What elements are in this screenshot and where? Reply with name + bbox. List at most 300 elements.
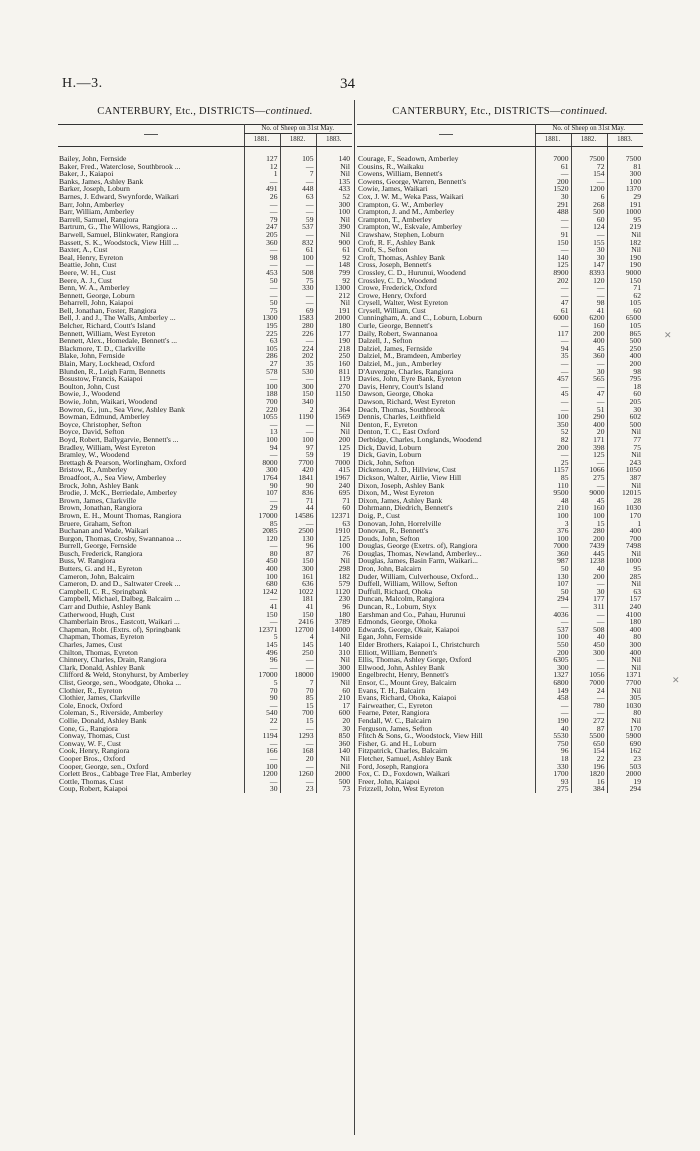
table-row [357,322,643,330]
sheep-1881-cell: 50 [535,588,571,596]
sheep-1883-cell: Nil [607,482,643,490]
table-row [58,292,352,300]
table-row [58,178,352,186]
sheep-1881-cell: — [535,292,571,300]
sheep-1882-cell: 147 [571,261,607,269]
owner-name-cell: Duder, William, Culverhouse, Oxford... [358,572,479,581]
sheep-1881-cell: 90 [244,482,280,490]
sheep-1881-cell: 286 [244,352,280,360]
sheep-1881-cell: — [244,421,280,429]
sheep-1883-cell: 300 [607,641,643,649]
sheep-1882-cell: 15 [571,520,607,528]
sheep-1883-cell: 602 [607,413,643,421]
sheep-1882-cell: 280 [571,527,607,535]
sheep-1882-cell: — [280,375,316,383]
owner-name-cell: Cole, Enock, Oxford [59,701,123,710]
owner-name-cell: Bassett, S. K., Woodstock, View Hill ... [59,238,179,247]
year-header-1883: 1883. [316,134,352,147]
sheep-1882-cell: — [571,178,607,186]
sheep-1881-cell: 700 [244,398,280,406]
left-column-title [58,106,352,122]
sheep-1882-cell: 155 [571,239,607,247]
sheep-1881-cell: — [244,246,280,254]
sheep-1883-cell: Nil [316,216,352,224]
table-row [58,573,352,581]
sheep-1881-cell: 491 [244,185,280,193]
sheep-1883-cell: Nil [316,299,352,307]
owner-name-cell: Blackmore, T. D., Clarkville [59,344,146,353]
sheep-1882-cell: 202 [280,352,316,360]
sheep-1883-cell: 690 [607,740,643,748]
owner-name-cell: Elliott, William, Bennett's [358,648,437,657]
sheep-1882-cell: 508 [571,626,607,634]
owner-name-cell: Douds, John, Sefton [358,534,420,543]
sheep-1883-cell: 400 [607,649,643,657]
sheep-1881-cell: 94 [535,345,571,353]
sheep-1883-cell: 140 [316,147,352,163]
sheep-1883-cell: 795 [607,375,643,383]
owner-name-cell: Fitzpatrick, Charles, Balcairn [358,747,448,755]
sheep-1883-cell: 579 [316,580,352,588]
sheep-1882-cell: 311 [571,603,607,611]
owner-name-cell: Bramley, W., Woodend [59,451,130,459]
sheep-1883-cell: 243 [607,459,643,467]
table-row [357,520,643,528]
sheep-1882-cell: 181 [280,595,316,603]
table-row [357,277,643,285]
sheep-1882-cell: 51 [571,406,607,414]
table-row [58,763,352,771]
sheep-1883-cell: 170 [607,512,643,520]
sheep-1882-cell: 160 [571,322,607,330]
sheep-1882-cell: 448 [280,185,316,193]
column-divider [354,100,355,1135]
sheep-1883-cell: 96 [316,603,352,611]
sheep-1882-cell: 290 [571,413,607,421]
sheep-1881-cell: 680 [244,580,280,588]
owner-name-cell: Boulton, John, Cust [59,382,120,391]
sheep-1881-cell: — [244,497,280,505]
sheep-1882-cell: 400 [571,421,607,429]
table-row [357,595,643,603]
sheep-1881-cell: — [535,383,571,391]
right-title-suffix: continued. [560,106,608,117]
sheep-1882-cell: 1820 [571,770,607,778]
sheep-1883-cell: 17 [316,702,352,710]
sheep-1881-cell: 52 [535,428,571,436]
sheep-1883-cell: 140 [316,641,352,649]
right-column [357,106,643,793]
table-row [58,239,352,247]
sheep-1883-cell: 5900 [607,732,643,740]
right-sheep-table [357,124,643,793]
table-row [357,725,643,733]
sheep-1883-cell: 364 [316,406,352,414]
table-row [58,489,352,497]
sheep-1881-cell: 12371 [244,626,280,634]
owner-name-cell: Elder Brothers, Kaiapoi I., Christchurch [358,641,480,649]
sheep-1882-cell: 268 [571,201,607,209]
sheep-1883-cell: 4100 [607,611,643,619]
sheep-1883-cell: Nil [607,231,643,239]
sheep-1883-cell: 180 [607,618,643,626]
owner-name-cell: Clothier, James, Clarkville [59,694,141,702]
owner-name-cell: Courage, F., Seadown, Amberley [358,154,459,163]
table-row [357,216,643,224]
sheep-1883-cell: 210 [316,694,352,702]
sheep-1882-cell: 30 [571,368,607,376]
sheep-1882-cell: 30 [571,588,607,596]
owner-name-cell: Douglas, James, Basin Farm, Waikari... [358,557,478,566]
sheep-1882-cell: 15 [280,717,316,725]
table-row [357,611,643,619]
table-row [357,664,643,672]
table-row [58,778,352,786]
sheep-1883-cell: Nil [316,633,352,641]
sheep-1883-cell: 19 [607,778,643,786]
owner-name-cell: Douglas, George (Exetrs. of), Rangiora [358,542,478,550]
sheep-1883-cell: 182 [316,573,352,581]
sheep-1882-cell: 69 [280,307,316,315]
sheep-1883-cell: 125 [316,444,352,452]
owner-name-cell: Dixon, James, Ashley Bank [358,496,443,505]
table-row [357,451,643,459]
sheep-1881-cell: 150 [244,611,280,619]
sheep-1883-cell: 1150 [316,390,352,398]
sheep-1882-cell: — [280,337,316,345]
owner-name-cell: Clark, Donald, Ashley Bank [59,663,145,672]
sheep-1883-cell: 200 [316,436,352,444]
table-row [58,611,352,619]
sheep-1883-cell: 600 [316,709,352,717]
table-row [357,406,643,414]
sheep-1882-cell: 63 [280,193,316,201]
table-row [58,444,352,452]
sheep-1881-cell: 107 [535,580,571,588]
sheep-1883-cell: 285 [607,573,643,581]
table-row [357,261,643,269]
sheep-1881-cell: 376 [535,527,571,535]
table-row [58,193,352,201]
sheep-1882-cell: 14586 [280,512,316,520]
table-row [357,542,643,550]
owner-name-cell: Brodie, J. McK., Berriedale, Amberley [59,489,177,497]
table-row [58,352,352,360]
sheep-1883-cell: 180 [316,322,352,330]
sheep-1882-cell: — [280,421,316,429]
table-row [357,444,643,452]
sheep-1881-cell: 110 [535,482,571,490]
sheep-1883-cell: 1300 [316,284,352,292]
owner-header [58,125,244,147]
owner-name-cell: Dennis, Charles, Leithfield [358,413,441,421]
table-row [357,550,643,558]
sheep-1881-cell: — [244,740,280,748]
sheep-1881-cell: 50 [244,277,280,285]
table-row [58,626,352,634]
owner-name-cell: Croft, R. F., Ashley Bank [358,238,436,247]
sheep-1883-cell: 500 [607,337,643,345]
sheep-1881-cell: 22 [244,717,280,725]
table-row [357,178,643,186]
table-row [58,694,352,702]
table-row [58,633,352,641]
sheep-1881-cell: 247 [244,223,280,231]
table-row [357,330,643,338]
table-row [357,292,643,300]
owner-name-cell: Crysell, William, Cust [358,306,426,315]
owner-name-cell: Evans, Richard, Ohoka, Kaiapoi [358,694,457,702]
sheep-1882-cell: 150 [280,611,316,619]
owner-name-cell: Crowe, Frederick, Oxford [358,284,437,292]
sheep-1882-cell: 150 [280,390,316,398]
sheep-1882-cell: 72 [571,163,607,171]
sheep-1882-cell: — [280,292,316,300]
sheep-1883-cell: 140 [316,747,352,755]
owner-name-cell: Cross, Joseph, Bennett's [358,261,432,269]
sheep-1882-cell: 45 [571,345,607,353]
owner-name-cell: Chilton, Thomas, Eyreton [59,648,138,657]
sheep-1881-cell: 100 [244,436,280,444]
owner-name-cell: Barker, Joseph, Loburn [59,185,130,193]
sheep-1881-cell: 48 [535,497,571,505]
sheep-1882-cell: — [280,231,316,239]
owner-name-cell: Duncan, Malcolm, Rangiora [358,595,445,604]
table-row [357,717,643,725]
year-header-1883: 1883. [607,134,643,147]
sheep-1882-cell: — [571,709,607,717]
owner-name-cell: Davies, John, Eyre Bank, Eyreton [358,375,462,383]
sheep-1881-cell: 127 [244,147,280,163]
sheep-1883-cell: 80 [607,709,643,717]
owner-name-cell: Cox, J. W. M., Weka Pass, Waikari [358,192,464,201]
owner-name-cell: Conway, Thomas, Cust [59,732,130,740]
owner-name-cell: Duffull, Richard, Ohoka [358,587,433,596]
sheep-1882-cell: 20 [280,755,316,763]
sheep-1881-cell: 5 [244,679,280,687]
owner-name-cell: Dick, David, Loburn [358,443,422,452]
sheep-1881-cell: 41 [244,603,280,611]
owner-name-cell: Bennett, George, Loburn [59,291,135,300]
sheep-1881-cell: 70 [244,687,280,695]
sheep-1881-cell: 85 [535,474,571,482]
owner-name-cell: Baxter, A., Cust [59,246,108,254]
sheep-1883-cell: 7500 [607,147,643,163]
sheep-1883-cell: 1967 [316,474,352,482]
sheep-1882-cell: 30 [571,254,607,262]
table-row [58,717,352,725]
table-row [357,428,643,436]
sheep-1883-cell: Nil [316,428,352,436]
sheep-1883-cell: 1000 [607,557,643,565]
sheep-1882-cell: 420 [280,466,316,474]
sheep-1882-cell: — [280,299,316,307]
sheep-1883-cell: Nil [316,231,352,239]
owner-name-cell: Coleman, S., Riverside, Amberley [59,709,163,717]
owner-name-cell: Denton, T. C., East Oxford [358,428,440,436]
sheep-1883-cell: 400 [607,352,643,360]
table-row [357,239,643,247]
table-row [58,406,352,414]
table-row [58,595,352,603]
owner-name-cell: Fearne, Peter, Rangiora [358,709,430,717]
sheep-1882-cell: 168 [280,747,316,755]
owner-name-cell: Duncan, R., Loburn, Styx [358,603,437,611]
sheep-1882-cell: 75 [280,277,316,285]
sheep-1882-cell: 59 [280,216,316,224]
sheep-1881-cell: — [535,702,571,710]
owner-name-cell: Edmonds, George, Ohoka [358,618,437,626]
sheep-1883-cell: Nil [607,580,643,588]
owner-name-cell: Bell, Jonathan, Foster, Rangiora [59,306,157,315]
owner-name-cell: Cooper Bros., Oxford [59,754,126,763]
table-row [357,147,643,163]
sheep-1881-cell: — [244,595,280,603]
sheep-1883-cell: 1050 [607,466,643,474]
sheep-1882-cell: — [571,292,607,300]
sheep-1881-cell: 537 [535,626,571,634]
sheep-1882-cell: 6 [571,193,607,201]
sheep-1881-cell: — [535,216,571,224]
sheep-1881-cell: 25 [535,459,571,467]
sheep-1882-cell: 2 [280,406,316,414]
owner-name-cell: Brown, James, Clarkville [59,496,137,505]
sheep-1882-cell: 360 [571,352,607,360]
sheep-1882-cell: — [280,261,316,269]
sheep-1883-cell: 63 [316,520,352,528]
sheep-1883-cell: 177 [316,330,352,338]
sheep-1881-cell: 47 [535,299,571,307]
sheep-1882-cell: 530 [280,368,316,376]
table-row [58,557,352,565]
sheep-1882-cell: — [571,398,607,406]
owner-name-cell: Cone, G., Rangiora [59,724,118,733]
sheep-1881-cell: 140 [535,254,571,262]
sheep-1883-cell: 19 [316,451,352,459]
sheep-1882-cell: 1583 [280,314,316,322]
sheep-1883-cell: 52 [316,193,352,201]
sheep-1882-cell: 636 [280,580,316,588]
table-row [357,656,643,664]
sheep-1881-cell: 35 [535,352,571,360]
sheep-1881-cell: 190 [535,717,571,725]
sheep-1881-cell: 7000 [535,542,571,550]
sheep-1881-cell: 82 [535,436,571,444]
sheep-1881-cell: 96 [535,747,571,755]
table-row [58,656,352,664]
table-row [357,482,643,490]
owner-name-cell: Dawson, Richard, West Eyreton [358,398,456,406]
sheep-1882-cell: 60 [571,216,607,224]
table-row [58,474,352,482]
sheep-1883-cell: 300 [607,170,643,178]
table-row [357,337,643,345]
sheep-1883-cell: 191 [607,201,643,209]
sheep-1881-cell: 29 [244,504,280,512]
sheep-1881-cell: 1 [244,170,280,178]
sheep-1881-cell: 100 [535,413,571,421]
sheep-1882-cell: 150 [280,557,316,565]
owner-name-cell: Beere, W. H., Cust [59,268,116,277]
owner-name-cell: Earshman and Co., Pahau, Hurunui [358,610,466,619]
sheep-1882-cell: 35 [280,360,316,368]
sheep-1882-cell: — [571,459,607,467]
sheep-1883-cell: 7700 [607,679,643,687]
table-row [58,231,352,239]
owner-name-cell: Banks, James, Ashley Bank [59,177,144,186]
table-row [357,785,643,793]
table-row [357,201,643,209]
owner-name-cell: Brown, Jonathan, Rangiora [59,504,143,512]
sheep-1882-cell: 4 [280,633,316,641]
sheep-1881-cell: 80 [244,550,280,558]
sheep-1882-cell: 100 [571,512,607,520]
owner-name-cell: Cameron, John, Balcairn [59,572,135,581]
sheep-1882-cell: 96 [280,542,316,550]
owner-name-cell: Dalziel, M., jun., Amberley [358,360,442,368]
sheep-1881-cell: 120 [244,535,280,543]
table-row [357,778,643,786]
sheep-1881-cell: 550 [535,641,571,649]
table-row [357,755,643,763]
owner-name-cell: Denton, F., Eyreton [358,420,418,429]
sheep-1883-cell: Nil [607,656,643,664]
owner-name-cell: Burgon, Thomas, Crosby, Swannanoa ... [59,534,182,543]
table-row [357,580,643,588]
owner-name-cell: Dixon, Joseph, Ashley Bank [358,481,445,490]
sheep-1881-cell: 188 [244,390,280,398]
table-row [357,535,643,543]
sheep-1881-cell: 8900 [535,269,571,277]
owner-name-cell: Chinnery, Charles, Drain, Rangiora [59,656,167,664]
table-row [357,413,643,421]
owner-name-cell: Fairweather, C., Eyreton [358,701,433,710]
sheep-1882-cell: 1190 [280,413,316,421]
sheep-1882-cell: 384 [571,785,607,793]
sheep-1881-cell: 30 [535,193,571,201]
table-row [357,459,643,467]
owner-name-cell: Boyd, Robert, Ballygarvie, Bennett's ... [59,435,179,444]
sheep-1881-cell: 360 [535,550,571,558]
owner-name-cell: Beharrell, John, Kaiapoi [59,299,134,307]
sheep-1881-cell: 1157 [535,466,571,474]
owner-name-cell: Cowens, George, Warren, Bennett's [358,177,467,186]
table-row [58,504,352,512]
owner-name-cell: Cook, Henry, Rangiora [59,747,130,755]
owner-name-cell: Brown, E. H., Mount Thomas, Rangiora [59,511,182,520]
sheep-1881-cell: 90 [244,694,280,702]
sheep-1882-cell: — [571,482,607,490]
sheep-1881-cell: 987 [535,557,571,565]
owner-name-cell: Crossley, C. D., Woodend [358,276,437,285]
sheep-1882-cell: — [571,611,607,619]
sheep-1881-cell: 1700 [535,770,571,778]
owner-name-cell: Bowie, John, Waikari, Woodend [59,398,158,406]
sheep-1882-cell: — [571,284,607,292]
sheep-1883-cell: 1120 [316,588,352,596]
header-dash [144,134,158,135]
sheep-1882-cell: — [571,664,607,672]
sheep-1881-cell: 6000 [535,314,571,322]
sheep-1881-cell: — [535,709,571,717]
sheep-1882-cell: 98 [571,299,607,307]
sheep-1882-cell: 565 [571,375,607,383]
table-row [357,436,643,444]
sheep-1883-cell: 105 [607,322,643,330]
table-row [58,785,352,793]
table-row [357,231,643,239]
owner-name-cell: Dohrmann, Diedrich, Bennett's [358,504,453,512]
